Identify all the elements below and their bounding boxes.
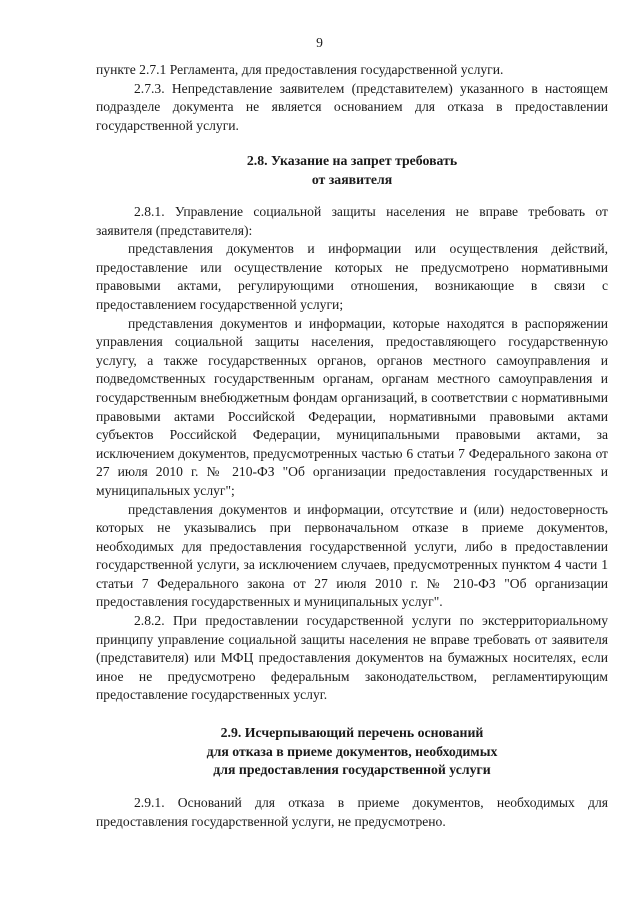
intro-block	[96, 61, 608, 135]
paragraph-intro-continuation: пункте 2.7.1 Регламента, для предоставления государственной услуги.	[96, 62, 504, 77]
paragraph-list-item-3: представления документов и информации, отсутствие и (или) недостоверность которых не указывались при первоначальном отказе в приеме документов, необходимых для предоставления государственной услуги, либо в предоставлении государственной услуги, за исключением случаев, предусмотренных пунктом 4 части 1 статьи 7 Федерального закона от 27 июля 2010 г. № 210-ФЗ "Об организации предоставления государственных и муниципальных услуг".	[96, 501, 608, 610]
section-title	[96, 724, 608, 780]
section-title-line-2: для отказа в приеме документов, необходимых	[206, 743, 498, 759]
page-number: 9	[316, 35, 323, 50]
section-title-line-3: для предоставления государственной услуги	[213, 762, 491, 778]
section-2-8-heading	[96, 152, 608, 189]
paragraph-list-item-1: представления документов и информации или осуществления действий, предоставление или осуществление которых не предусмотрено нормативными правовыми актами, регулирующими отношения, возникающие в связи с предоставлением государственной услуги;	[96, 241, 608, 312]
section-title-line-1: 2.8. Указание на запрет требовать	[246, 153, 458, 168]
paragraph-2-7-3: 2.7.3. Непредставление заявителем (представителем) указанного в настоящем подразделе документа не является основанием для отказа в предоставлении государственной услуги.	[96, 80, 608, 133]
paragraph-2-8-2: 2.8.2. При предоставлении государственной услуги по экстерриториальному принципу управление социальной защиты населения не вправе требовать от заявителя (представителя) или МФЦ предоставления документов на бумажных носителях, если иное не предусмотрено федеральным законодательством, регламентирующим предоставление государственных услуг.	[96, 613, 608, 703]
section-title-line-2: от заявителя	[311, 171, 393, 187]
section-2-9-body	[96, 794, 608, 831]
paragraph-2-9-1: 2.9.1. Оснований для отказа в приеме документов, необходимых для предоставления государственной услуги, не предусмотрено.	[96, 795, 608, 829]
paragraph-2-8-1: 2.8.1. Управление социальной защиты населения не вправе требовать от заявителя (представителя):	[96, 204, 608, 238]
section-2-8-body	[96, 203, 608, 705]
section-title-line-1: 2.9. Исчерпывающий перечень оснований	[220, 725, 484, 740]
paragraph-list-item-2: представления документов и информации, которые находятся в распоряжении управления социальной защиты населения, предоставляющего государственную услугу, а также государственных органов, органов местного самоуправления и подведомственных государственным органам, органам местного самоуправления и государственным внебюджетным фондам организаций, в соответствии с нормативными правовыми актами Российской Федерации, нормативными правовыми актами субъектов Российской Федерации, муниципальными правовыми актами, за исключением документов, предусмотренных частью 6 статьи 7 Федерального закона от 27 июля 2010 г. № 210-ФЗ "Об организации предоставления государственных и муниципальных услуг";	[96, 315, 608, 498]
section-2-9-heading	[96, 724, 608, 780]
section-title	[96, 152, 608, 189]
